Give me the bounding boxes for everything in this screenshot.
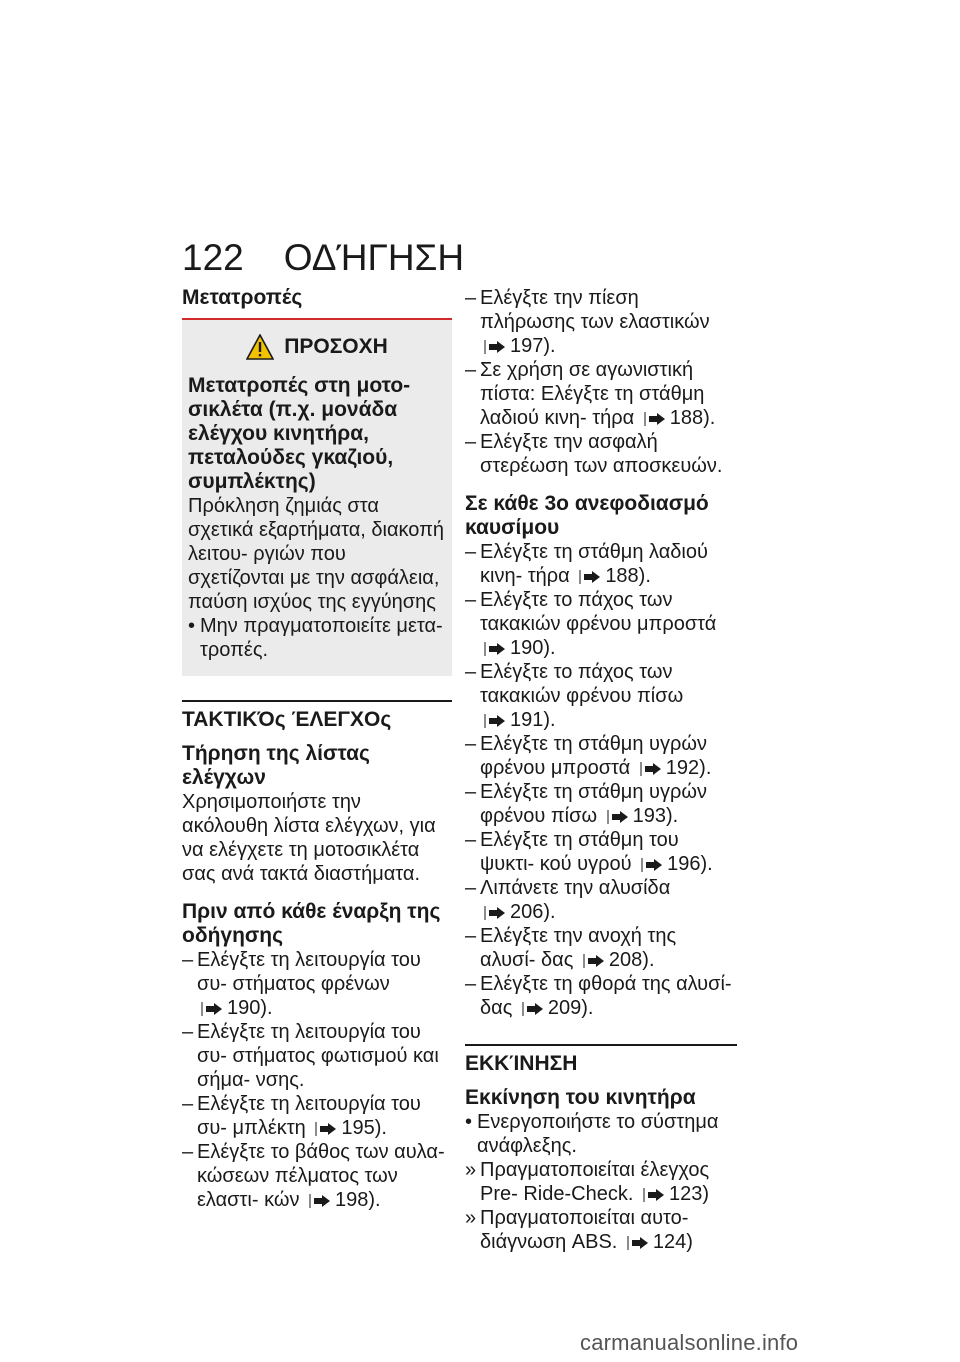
page-reference-link[interactable]: 192). [636, 757, 712, 779]
list-item: » Πραγματοποιείται έλεγχος Pre- Ride-Check. 123) [465, 1159, 710, 1205]
reference-arrow-icon [644, 412, 666, 426]
reference-arrow-icon [484, 906, 506, 920]
start-bullet: • Ενεργοποιήστε το σύστημα ανάφλεξης. [465, 1110, 737, 1158]
page-reference-link[interactable]: 188). [640, 407, 716, 429]
list-item: – Ελέγξτε τη στάθμη υγρών φρένου μπροστά 192). [465, 733, 712, 779]
reference-arrow-icon [579, 570, 601, 584]
page-reference-link[interactable]: 195). [311, 1117, 387, 1139]
list-item: – Ελέγξτε τη στάθμη υγρών φρένου πίσω 193). [465, 781, 707, 827]
list-item: – Ελέγξτε το πάχος των τακακιών φρένου πίσω 191). [465, 661, 684, 731]
list-item: – Σε χρήση σε αγωνιστική πίστα: Ελέγξτε τη στάθμη λαδιού κινη- τήρα 188). [465, 359, 716, 429]
list-item: – Λιπάνετε την αλυσίδα 206). [465, 877, 671, 923]
reference-arrow-icon [607, 810, 629, 824]
watermark: carmanualsonline.info [580, 1330, 799, 1355]
page-reference-link[interactable]: 209). [518, 997, 594, 1019]
list-item: – Ελέγξτε την πίεση πλήρωσης των ελαστικών 197). [465, 287, 710, 357]
reference-arrow-icon [201, 1002, 223, 1016]
page-reference-link[interactable]: 197). [480, 335, 556, 357]
warning-header [188, 334, 446, 360]
checklist-body: Χρησιμοποιήστε την ακόλουθη λίστα ελέγχων, για να ελέγχετε τη μοτοσικλέτα σας ανά τακτά διαστήματα. [182, 791, 436, 885]
list-item: – Ελέγξτε την ασφαλή στερέωση των αποσκευών. [465, 431, 723, 477]
list-item: – Ελέγξτε τη λειτουργία του συ- μπλέκτη 195). [182, 1093, 421, 1139]
list-item: – Ελέγξτε τη φθορά της αλυσί- δας 209). [465, 973, 732, 1019]
page-reference-link[interactable]: 198). [305, 1189, 381, 1211]
page-reference-link[interactable]: 190). [197, 997, 273, 1019]
page-reference-link[interactable]: 123) [639, 1183, 709, 1205]
page-number: 122 [182, 237, 244, 278]
section-divider [182, 700, 452, 732]
warning-body: Πρόκληση ζημιάς στα σχετικά εξαρτήματα, διακοπή λειτου- ργιών που σχετίζονται με την ασφάλεια, παύση ισχύος της εγγύησης [188, 495, 445, 613]
list-item: – Ελέγξτε τη στάθμη του ψυκτι- κού υγρού 196). [465, 829, 713, 875]
reference-arrow-icon [640, 762, 662, 776]
right-column [465, 286, 737, 1254]
conversions-title: Μετατροπές [182, 286, 303, 309]
warning-heading: Μετατροπές στη μοτο- σικλέτα (π.χ. μονάδα ελέγχου κινητήρα, πεταλούδες γκαζιού, συμπλέκτης) [188, 374, 411, 493]
warning-panel [182, 318, 452, 676]
list-item: – Ελέγξτε το βάθος των αυλα- κώσεων πέλματος των ελαστι- κών 198). [182, 1141, 445, 1211]
section-title-regular-check: ΤΑΚΤΙΚΌς ΈΛΕΓΧΟς [182, 708, 392, 731]
reference-arrow-icon [315, 1122, 337, 1136]
reference-arrow-icon [641, 858, 663, 872]
checklist-title: Τήρηση της λίστας ελέγχων [182, 742, 370, 789]
section-title-start: ΕΚΚΊΝΗΣΗ [465, 1052, 578, 1075]
list-item: » Πραγματοποιείται αυτο- διάγνωση ABS. 124) [465, 1207, 693, 1253]
chapter-title: ΟΔΉΓΗΣΗ [283, 237, 465, 278]
reference-arrow-icon [484, 714, 506, 728]
page-reference-link[interactable]: 193). [603, 805, 679, 827]
page-reference-link[interactable]: 196). [637, 853, 713, 875]
page-reference-link[interactable]: 206). [480, 901, 556, 923]
refuel-title: Σε κάθε 3ο ανεφοδιασμό καυσίμου [465, 492, 709, 539]
start-engine-title: Εκκίνηση του κινητήρα [465, 1086, 696, 1109]
section-divider [465, 1044, 737, 1076]
reference-arrow-icon [627, 1236, 649, 1250]
warning-label: ΠΡΟΣΟΧΗ [284, 335, 388, 358]
reference-arrow-icon [309, 1194, 331, 1208]
warning-bullet: • Μην πραγματοποιείτε μετα- τροπές. [188, 614, 446, 662]
page-reference-link[interactable]: 188). [575, 565, 651, 587]
page-reference-link[interactable]: 124) [623, 1231, 693, 1253]
page-reference-link[interactable]: 208). [579, 949, 655, 971]
reference-arrow-icon [484, 642, 506, 656]
list-item: – Ελέγξτε τη λειτουργία του συ- στήματος φρένων 190). [182, 949, 421, 1019]
list-item: – Ελέγξτε τη λειτουργία του συ- στήματος φωτισμού και σήμα- νσης. [182, 1021, 439, 1091]
reference-arrow-icon [484, 340, 506, 354]
page-reference-link[interactable]: 191). [480, 709, 556, 731]
left-column [182, 286, 452, 1212]
page-reference-link[interactable]: 190). [480, 637, 556, 659]
page-header [182, 236, 464, 280]
list-item: – Ελέγξτε τη στάθμη λαδιού κινη- τήρα 188). [465, 541, 708, 587]
reference-arrow-icon [643, 1188, 665, 1202]
list-item: – Ελέγξτε την ανοχή της αλυσί- δας 208). [465, 925, 677, 971]
reference-arrow-icon [522, 1002, 544, 1016]
warning-triangle-icon [246, 334, 274, 360]
list-item: – Ελέγξτε το πάχος των τακακιών φρένου μπροστά 190). [465, 589, 717, 659]
before-ride-title: Πριν από κάθε έναρξη της οδήγησης [182, 900, 441, 947]
reference-arrow-icon [583, 954, 605, 968]
